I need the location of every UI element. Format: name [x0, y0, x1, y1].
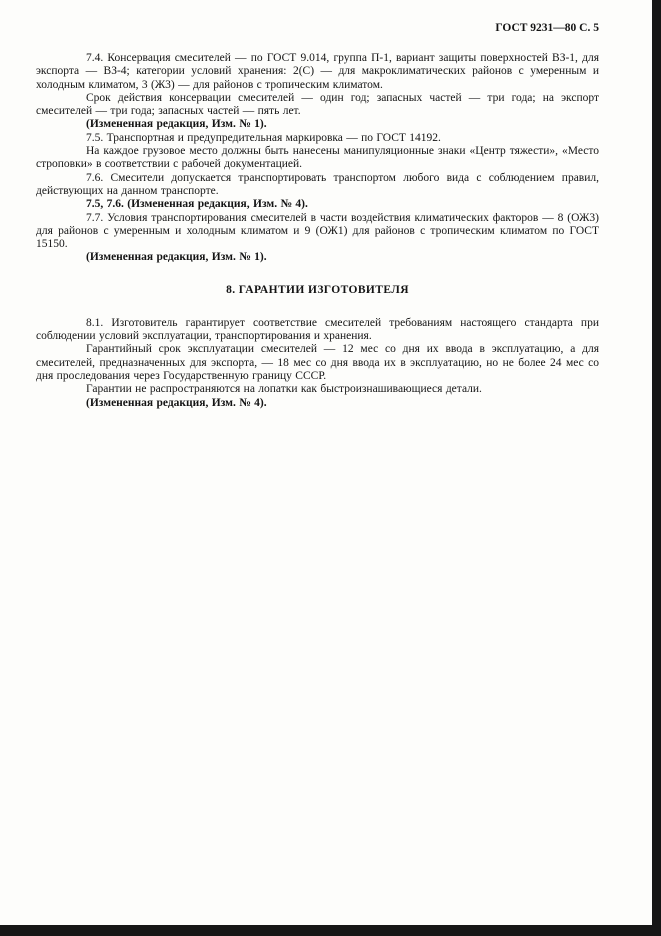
amendment-note-izm-4b: (Измененная редакция, Изм. № 4).: [86, 396, 267, 409]
scan-edge-right: [652, 0, 661, 936]
document-header-gost-ref: ГОСТ 9231—80 С. 5: [495, 22, 599, 34]
amendment-note-izm-1b: (Измененная редакция, Изм. № 1).: [86, 251, 267, 264]
paragraph-7-6: 7.6. Смесители допускается транспортировать транспортом любого вида с соблюдением правил, действующих на данном транспорте.: [36, 171, 599, 197]
paragraph-8-1-warranty-period: Гарантийный срок эксплуатации смесителей — 12 мес со дня их ввода в эксплуатацию, а для смесителей, предназначенных для экспорта, — 18 мес со дня ввода их в эксплуатацию, но не более 24 мес со дня проследования через Государственную границу СССР.: [36, 343, 599, 382]
paragraph-7-5-marking: На каждое грузовое место должны быть нанесены манипуляционные знаки «Центр тяжести», «Место строповки» в соответствии с рабочей документацией.: [36, 145, 599, 171]
page-content: [36, 22, 599, 410]
paragraph-7-4: 7.4. Консервация смесителей — по ГОСТ 9.014, группа П-1, вариант защиты поверхностей ВЗ-1, для экспорта — ВЗ-4; категории условий хранения: 2(С) — для макроклиматических районов с умеренным и холодным климатом, 3 (Ж3) — для районов с тропическим климатом.: [36, 52, 599, 91]
paragraph-8-1-exclusions: Гарантии не распространяются на лопатки как быстроизнашивающиеся детали.: [86, 383, 482, 396]
amendment-note-izm-4: 7.5, 7.6. (Измененная редакция, Изм. № 4).: [86, 198, 308, 211]
amendment-note-izm-1: (Измененная редакция, Изм. № 1).: [86, 118, 267, 131]
paragraph-7-7: 7.7. Условия транспортирования смесителей в части воздействия климатических факторов — 8 (ОЖ3) для районов с умеренным и холодным климатом и 9 (ОЖ1) для районов с тропическим климатом по ГОСТ 15150.: [36, 211, 599, 251]
scan-edge-bottom: [0, 925, 661, 936]
paragraph-7-4-terms: Срок действия консервации смесителей — один год; запасных частей — три года; на экспорт смесителей — три года; запасных частей — пять лет.: [36, 91, 599, 118]
section-8-heading: 8. ГАРАНТИИ ИЗГОТОВИТЕЛЯ: [226, 283, 409, 296]
paragraph-8-1: 8.1. Изготовитель гарантирует соответствие смесителей требованиям настоящего стандарта при соблюдении условий эксплуатации, транспортирования и хранения.: [36, 316, 599, 343]
paragraph-7-5: 7.5. Транспортная и предупредительная маркировка — по ГОСТ 14192.: [86, 131, 441, 144]
